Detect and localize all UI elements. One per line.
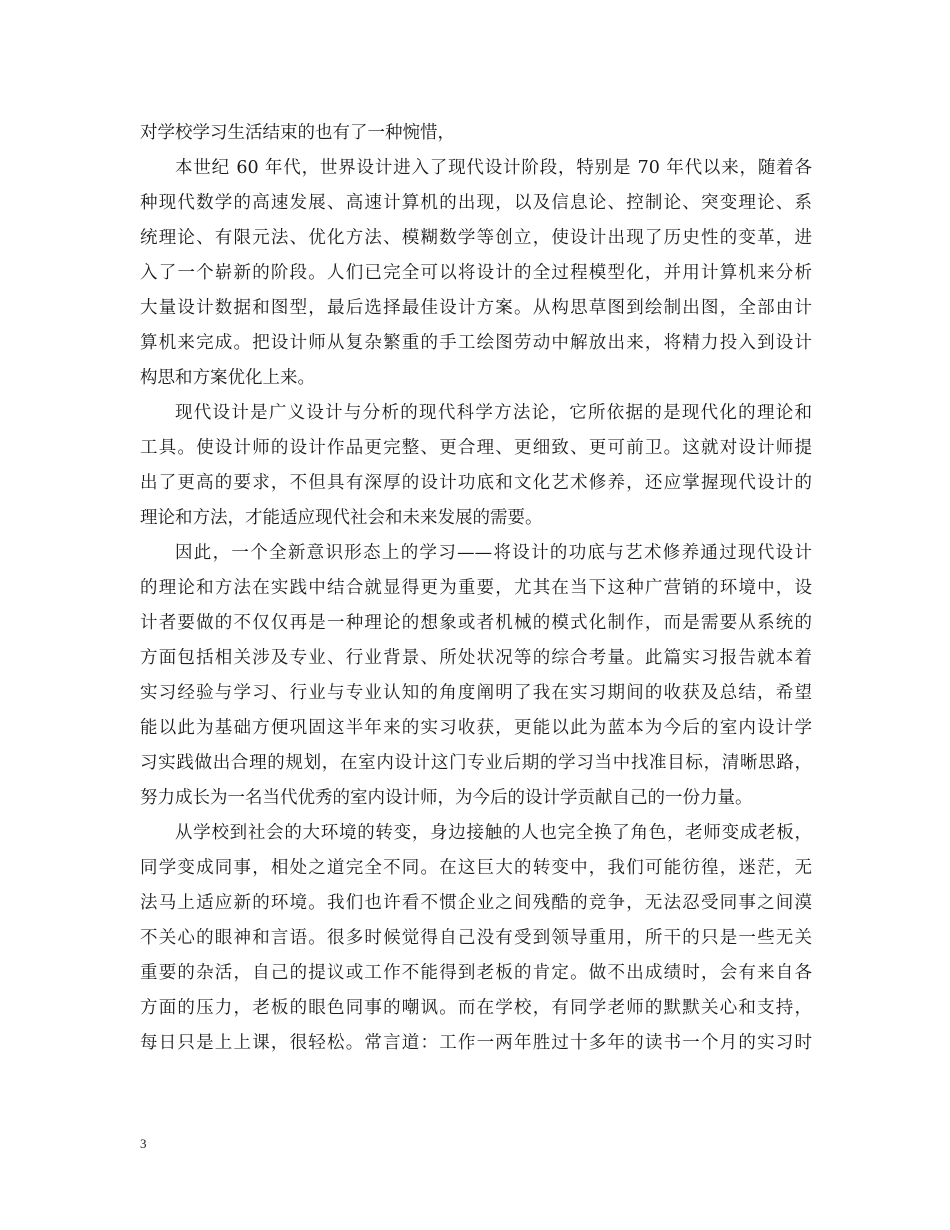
page-number: 3 bbox=[140, 1136, 147, 1151]
text-line: 方面的压力，老板的眼色同事的嘲讽。而在学校，有同学老师的默默关心和支持， bbox=[140, 998, 812, 1018]
paragraph-first-line: 从学校到社会的大环境的转变，身边接触的人也完全换了角色，老师变成老板， bbox=[175, 823, 812, 843]
paragraph-first-line: 因此，一个全新意识形态上的学习——将设计的功底与艺术修养通过现代设计 bbox=[175, 543, 812, 563]
text-line: 能以此为基础方便巩固这半年来的实习收获，更能以此为蓝本为今后的室内设计学 bbox=[140, 718, 812, 738]
text-line: 每日只是上上课，很轻松。常言道：工作一两年胜过十多年的读书一个月的实习时 bbox=[140, 1033, 812, 1053]
text-line: 理论和方法，才能适应现代社会和未来发展的需要。 bbox=[140, 508, 543, 528]
text-line: 的理论和方法在实践中结合就显得更为重要，尤其在当下这种广营销的环境中，设 bbox=[140, 578, 812, 598]
paragraph-first-line: 本世纪 60 年代，世界设计进入了现代设计阶段，特别是 70 年代以来，随着各 bbox=[175, 158, 812, 178]
text-line: 实习经验与学习、行业与专业认知的角度阐明了我在实习期间的收获及总结，希望 bbox=[140, 683, 812, 703]
text-line: 种现代数学的高速发展、高速计算机的出现，以及信息论、控制论、突变理论、系 bbox=[140, 193, 812, 213]
text-line: 努力成长为一名当代优秀的室内设计师，为今后的设计学贡献自己的一份力量。 bbox=[140, 788, 753, 808]
text-line: 工具。使设计师的设计作品更完整、更合理、更细致、更可前卫。这就对设计师提 bbox=[140, 438, 812, 458]
text-line: 不关心的眼神和言语。很多时候觉得自己没有受到领导重用，所干的只是一些无关 bbox=[140, 928, 812, 948]
body-text bbox=[140, 116, 812, 1061]
text-line: 入了一个崭新的阶段。人们已完全可以将设计的全过程模型化，并用计算机来分析 bbox=[140, 263, 812, 283]
text-line: 出了更高的要求，不但具有深厚的设计功底和文化艺术修养，还应掌握现代设计的 bbox=[140, 473, 812, 493]
text-line: 计者要做的不仅仅再是一种理论的想象或者机械的模式化制作，而是需要从系统的 bbox=[140, 613, 812, 633]
text-line: 习实践做出合理的规划，在室内设计这门专业后期的学习当中找准目标，清晰思路， bbox=[140, 753, 812, 773]
text-line: 法马上适应新的环境。我们也许看不惯企业之间残酷的竞争，无法忍受同事之间漠 bbox=[140, 893, 812, 913]
text-line: 大量设计数据和图型，最后选择最佳设计方案。从构思草图到绘制出图，全部由计 bbox=[140, 298, 812, 318]
text-line: 重要的杂活，自己的提议或工作不能得到老板的肯定。做不出成绩时，会有来自各 bbox=[140, 963, 812, 983]
text-line: 构思和方案优化上来。 bbox=[140, 368, 315, 388]
paragraph-first-line: 现代设计是广义设计与分析的现代科学方法论，它所依据的是现代化的理论和 bbox=[175, 403, 812, 423]
text-line: 统理论、有限元法、优化方法、模糊数学等创立，使设计出现了历史性的变革，进 bbox=[140, 228, 812, 248]
text-line: 同学变成同事，相处之道完全不同。在这巨大的转变中，我们可能彷徨，迷茫，无 bbox=[140, 858, 812, 878]
text-line: 对学校学习生活结束的也有了一种惋惜， bbox=[140, 123, 455, 143]
text-line: 方面包括相关涉及专业、行业背景、所处状况等的综合考量。此篇实习报告就本着 bbox=[140, 648, 812, 668]
text-line: 算机来完成。把设计师从复杂繁重的手工绘图劳动中解放出来，将精力投入到设计 bbox=[140, 333, 812, 353]
